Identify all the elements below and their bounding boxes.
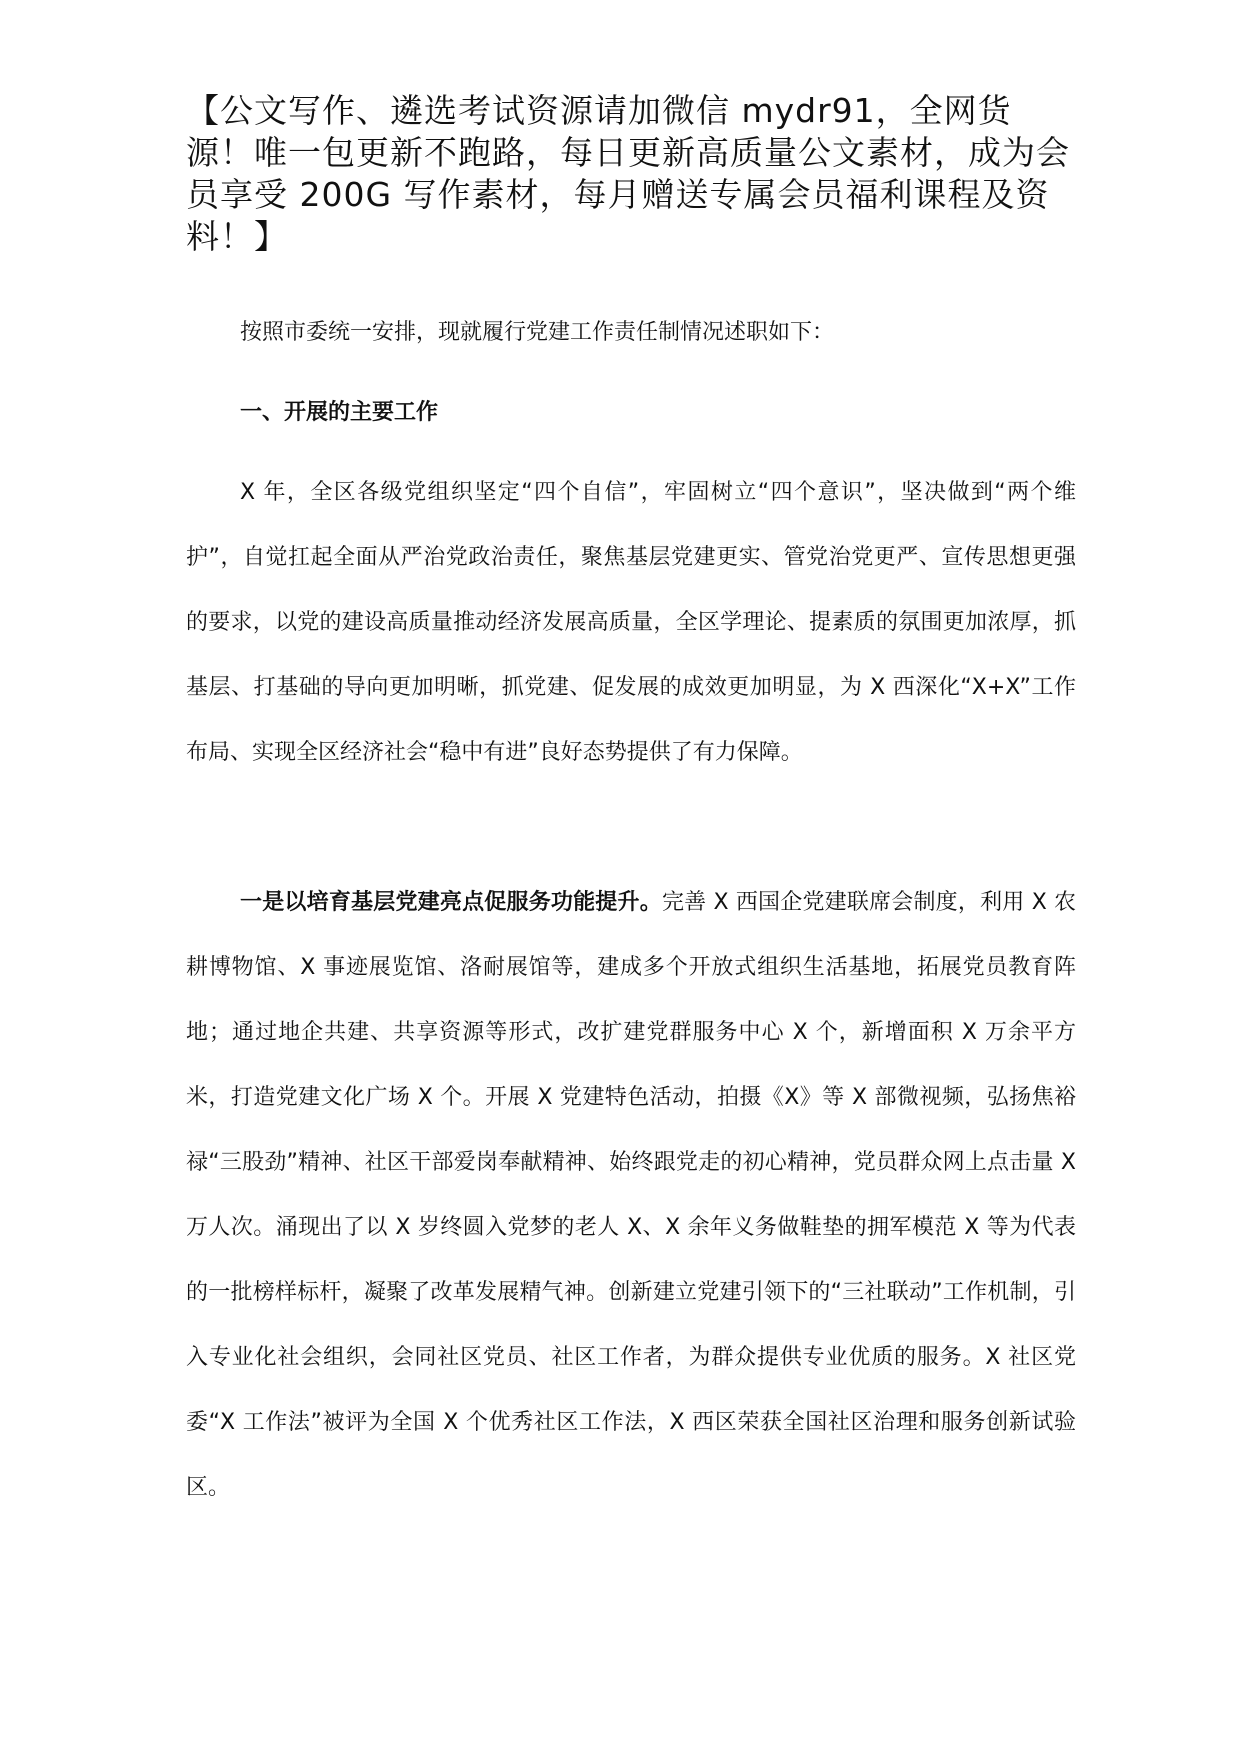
paragraph-body: 完善 X 西国企党建联席会制度，利用 X 农耕博物馆、X 事迹展览馆、洛耐展馆等，建成多个开放式组织生活基地，拓展党员教育阵地；通过地企共建、共享资源等形式，改扩建党群服务中心 X 个，新增面积 X 万余平方米，打造党建文化广场 X 个。开展 X 党建特色活动，拍摄《X》等 X 部微视频，弘扬焦裕禄“三股劲”精神、社区干部爱岗奉献精神、始终跟党走的初心精神，党员群众网上点击量 X 万人次。涌现出了以 X 岁终圆入党梦的老人 X、X 余年义务做鞋垫的拥军模范 X 等为代表的一批榜样标杆，凝聚了改革发展精气神。创新建立党建引领下的“三社联动”工作机制，引入专业化社会组织，会同社区党员、社区工作者，为群众提供专业优质的服务。X 社区党委“X 工作法”被评为全国 X 个优秀社区工作法，X 西区荣获全国社区治理和服务创新试验区。 (186, 890, 1076, 1500)
paragraph-overview: X 年，全区各级党组织坚定“四个自信”，牢固树立“四个意识”，坚决做到“两个维护”，自觉扛起全面从严治党政治责任，聚焦基层党建更实、管党治党更严、宣传思想更强的要求，以党的建设高质量推动经济发展高质量，全区学理论、提素质的氛围更加浓厚，抓基层、打基础的导向更加明晰，抓党建、促发展的成效更加明显，为 X 西深化“X+X”工作布局、实现全区经济社会“稳中有进”良好态势提供了有力保障。 (186, 480, 1076, 765)
section-heading: 一、开展的主要工作 (240, 400, 439, 425)
promo-banner: 【公文写作、遴选考试资源请加微信 mydr91，全网货源！唯一包更新不跑路，每日更新高质量公文素材，成为会员享受 200G 写作素材，每月赠送专属会员福利课程及资料！】 (186, 91, 1070, 256)
paragraph-grassroots (186, 870, 1076, 1520)
paragraph-lead: 一是以培育基层党建亮点促服务功能提升。 (240, 890, 662, 915)
intro-paragraph: 按照市委统一安排，现就履行党建工作责任制情况述职如下： (240, 320, 835, 345)
